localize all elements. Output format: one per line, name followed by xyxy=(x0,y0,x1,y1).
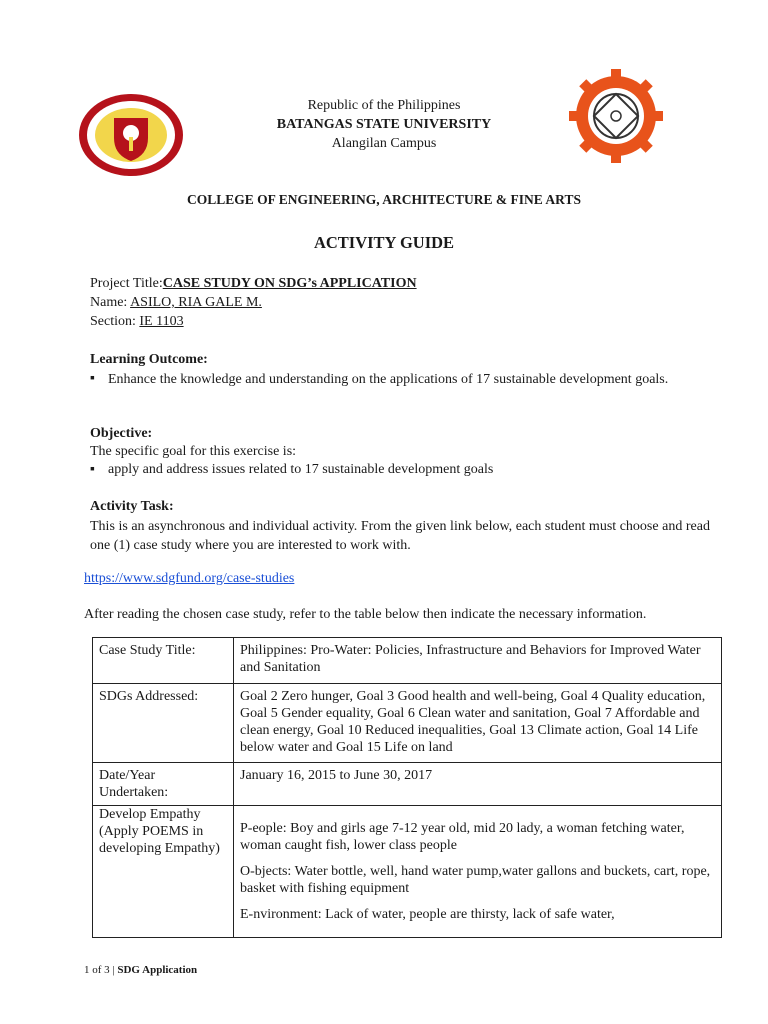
header-republic: Republic of the Philippines xyxy=(307,98,461,113)
poems-objects: O-bjects: Water bottle, well, hand water pump,water gallons and buckets, cart, rope, basket with fishing equipment xyxy=(240,864,711,896)
table-row xyxy=(93,763,722,806)
objective-intro: The specific goal for this exercise is: xyxy=(90,444,297,459)
activity-task-text: This is an asynchronous and individual activity. From the given link below, each student must choose and read one (1) case study where you are interested to work with. xyxy=(90,519,710,553)
learning-outcome-text: Enhance the knowledge and understanding on the applications of 17 sustainable development goals. xyxy=(108,372,669,387)
name-value: ASILO, RIA GALE M. xyxy=(130,295,262,310)
table-label-empathy: Develop Empathy (Apply POEMS in developing Empathy) xyxy=(93,806,234,938)
activity-task-heading: Activity Task: xyxy=(90,499,174,514)
objective-text: apply and address issues related to 17 sustainable development goals xyxy=(108,462,494,477)
name-line xyxy=(90,295,262,311)
project-title-label: Project Title: xyxy=(90,276,163,291)
table-value-case-study-title: Philippines: Pro-Water: Policies, Infrastructure and Behaviors for Improved Water and Sanitation xyxy=(234,638,722,684)
objective-bullet-marker: ▪ xyxy=(90,462,95,477)
table-row xyxy=(93,806,722,938)
table-value-empathy xyxy=(234,806,722,938)
poems-environment: E-nvironment: Lack of water, people are thirsty, lack of safe water, xyxy=(240,907,615,922)
table-row xyxy=(93,638,722,684)
section-value: IE 1103 xyxy=(139,314,184,329)
case-studies-link[interactable]: https://www.sdgfund.org/case-studies xyxy=(84,571,295,586)
header-campus: Alangilan Campus xyxy=(331,136,437,151)
learning-outcome-bullet-marker: ▪ xyxy=(90,371,95,386)
footer-title: SDG Application xyxy=(117,964,198,976)
poems-people: P-eople: Boy and girls age 7-12 year old, mid 20 lady, a woman fetching water, woman caught fish, lower class people xyxy=(240,821,685,853)
learning-outcome-heading: Learning Outcome: xyxy=(90,352,208,367)
case-study-table xyxy=(92,637,722,938)
section-label: Section: xyxy=(90,314,136,329)
header-university: BATANGAS STATE UNIVERSITY xyxy=(276,117,492,132)
table-value-date: January 16, 2015 to June 30, 2017 xyxy=(234,763,722,806)
table-label-date: Date/Year Undertaken: xyxy=(93,763,234,806)
project-title-line xyxy=(90,276,417,292)
section-line xyxy=(90,314,184,330)
college-name: COLLEGE OF ENGINEERING, ARCHITECTURE & FINE ARTS xyxy=(187,192,581,207)
objective-heading: Objective: xyxy=(90,426,153,441)
after-reading-text: After reading the chosen case study, refer to the table below then indicate the necessary information. xyxy=(84,607,647,622)
project-title-value: CASE STUDY ON SDG’s APPLICATION xyxy=(162,276,417,291)
table-label-sdgs: SDGs Addressed: xyxy=(93,684,234,763)
table-row xyxy=(93,684,722,763)
document-title: ACTIVITY GUIDE xyxy=(313,233,455,252)
page-footer xyxy=(84,964,197,976)
name-label: Name: xyxy=(90,295,128,310)
table-value-sdgs: Goal 2 Zero hunger, Goal 3 Good health and well-being, Goal 4 Quality education, Goal 5 Gender equality, Goal 6 Clean water and sanitation, Goal 7 Affordable and clean energy, Goal 10 Reduced inequalities, Goal 13 Climate action, Goal 14 Life below water and Goal 15 Life on land xyxy=(234,684,722,763)
footer-page-number: 1 of 3 | xyxy=(84,964,118,976)
table-label-case-study-title: Case Study Title: xyxy=(93,638,234,684)
